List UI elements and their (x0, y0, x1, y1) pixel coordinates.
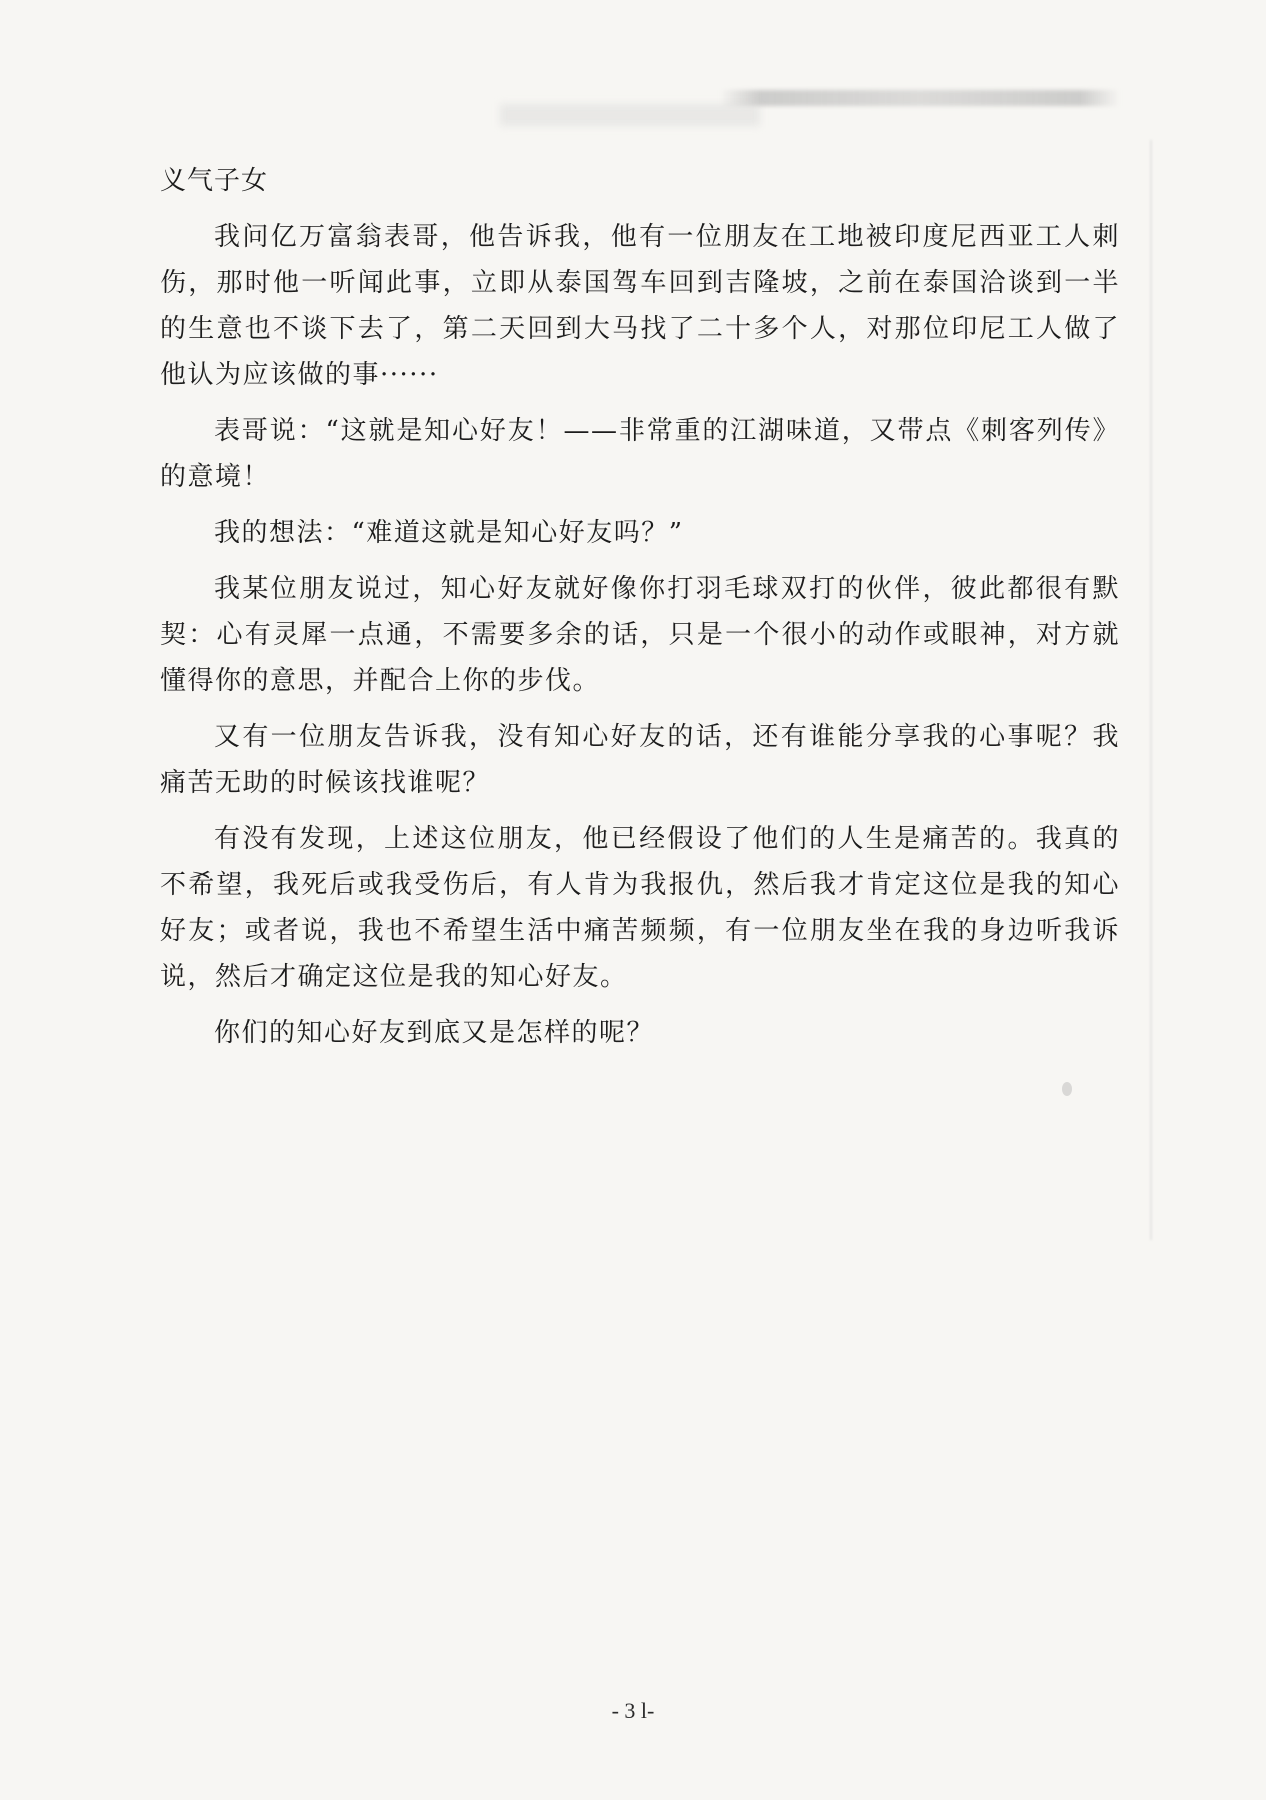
paragraph: 我某位朋友说过，知心好友就好像你打羽毛球双打的伙伴，彼此都很有默契：心有灵犀一点通，不需要多余的话，只是一个很小的动作或眼神，对方就懂得你的意思，并配合上你的步伐。 (160, 574, 1120, 696)
paragraph: 又有一位朋友告诉我，没有知心好友的话，还有谁能分享我的心事呢？我痛苦无助的时候该找谁呢？ (160, 722, 1120, 798)
paragraph: 我问亿万富翁表哥，他告诉我，他有一位朋友在工地被印度尼西亚工人刺伤，那时他一听闻此事，立即从泰国驾车回到吉隆坡，之前在泰国洽谈到一半的生意也不谈下去了，第二天回到大马找了二十多个人，对那位印尼工人做了他认为应该做的事······ (160, 222, 1120, 390)
paragraph: 你们的知心好友到底又是怎样的呢？ (214, 1018, 655, 1048)
article (160, 158, 1120, 1066)
paragraph: 我的想法：“难道这就是知心好友吗？” (214, 518, 684, 548)
paragraph: 表哥说：“这就是知心好友！——非常重的江湖味道，又带点《刺客列传》的意境！ (160, 416, 1120, 492)
page-number: - 3 l- (611, 1698, 655, 1723)
scan-speck (1062, 1082, 1072, 1096)
paragraph: 有没有发现，上述这位朋友，他已经假设了他们的人生是痛苦的。我真的不希望，我死后或我受伤后，有人肯为我报仇，然后我才肯定这位是我的知心好友；或者说，我也不希望生活中痛苦频频，有一位朋友坐在我的身边听我诉说，然后才确定这位是我的知心好友。 (160, 824, 1120, 992)
faded-header-text (720, 90, 1120, 106)
article-title: 义气子女 (160, 166, 269, 196)
scan-edge-shadow (1150, 140, 1152, 1240)
scan-smudge (500, 104, 760, 126)
